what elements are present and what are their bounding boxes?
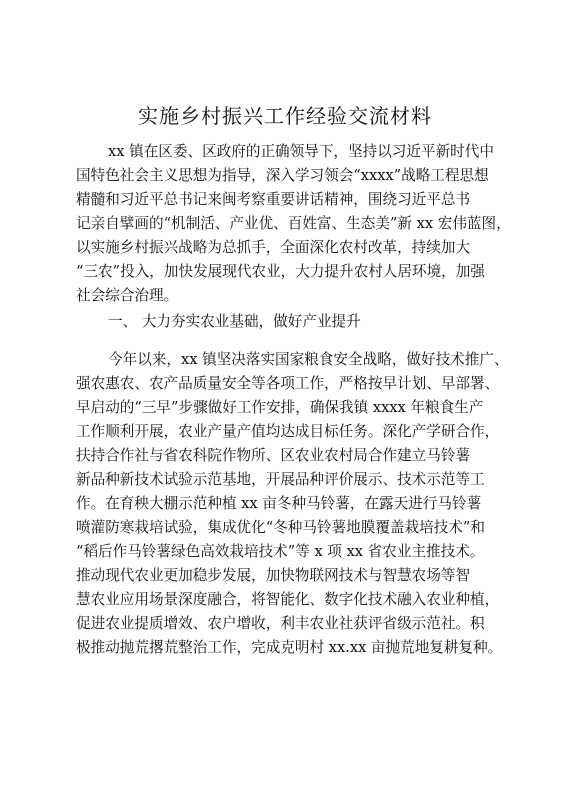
paragraph-line: 工作顺利开展，农业产量产值均达成目标任务。深化产学研合作， [76, 423, 500, 440]
paragraph-line: 推动现代农业更加稳步发展，加快物联网技术与智慧农场等智 [76, 567, 471, 584]
paragraph-line: 以实施乡村振兴战略为总抓手，全面深化农村改革，持续加大 [76, 239, 471, 256]
document-title: 实施乡村振兴工作经验交流材料 [138, 104, 432, 128]
section-heading: 一、 大力夯实农业基础，做好产业提升 [108, 313, 361, 330]
paragraph-line: 今年以来，xx 镇坚决落实国家粮食安全战略，做好技术推广、 [108, 351, 509, 368]
paragraph-line: 喷灌防寒栽培试验，集成优化“冬种马铃薯地膜覆盖栽培技术”和 [76, 519, 485, 536]
paragraph-line: “稻后作马铃薯绿色高效栽培技术”等 x 项 xx 省农业主推技术。 [76, 543, 485, 560]
paragraph-line: 国特色社会主义思想为指导，深入学习领会“xxxx”战略工程思想 [76, 167, 489, 184]
paragraph-line: 社会综合治理。 [76, 287, 179, 304]
paragraph-line: 扶持合作社与省农科院作物所、区农业农村局合作建立马铃薯 [76, 447, 471, 464]
paragraph-line: 强农惠农、农产品质量安全等各项工作，严格按早计划、早部署、 [76, 375, 500, 392]
paragraph-line: 新品种新技术试验示范基地，开展品种评价展示、技术示范等工 [76, 471, 485, 488]
paragraph-line: 作。在育秧大棚示范种植 xx 亩冬种马铃薯，在露天进行马铃薯 [76, 495, 482, 512]
paragraph-line: 早启动的“三早”步骤做好工作安排，确保我镇 xxxx 年粮食生产 [76, 399, 484, 416]
paragraph-line: xx 镇在区委、区政府的正确领导下，坚持以习近平新时代中 [108, 143, 494, 160]
paragraph-line: 慧农业应用场景深度融合，将智能化、数字化技术融入农业种植， [76, 591, 500, 608]
paragraph-line: 记亲自擘画的“机制活、产业优、百姓富、生态美”新 xx 宏伟蓝图， [76, 215, 511, 232]
paragraph-line: 极推动抛荒撂荒整治工作，完成克明村 xx.xx 亩抛荒地复耕复种。 [76, 639, 503, 656]
paragraph-line: 促进农业提质增效、农户增收，利丰农业社获评省级示范社。积 [76, 615, 485, 632]
paragraph-line: 精髓和习近平总书记来闽考察重要讲话精神，围绕习近平总书 [76, 191, 471, 208]
paragraph-line: “三农”投入，加快发展现代农业，大力提升农村人居环境，加强 [76, 263, 485, 280]
